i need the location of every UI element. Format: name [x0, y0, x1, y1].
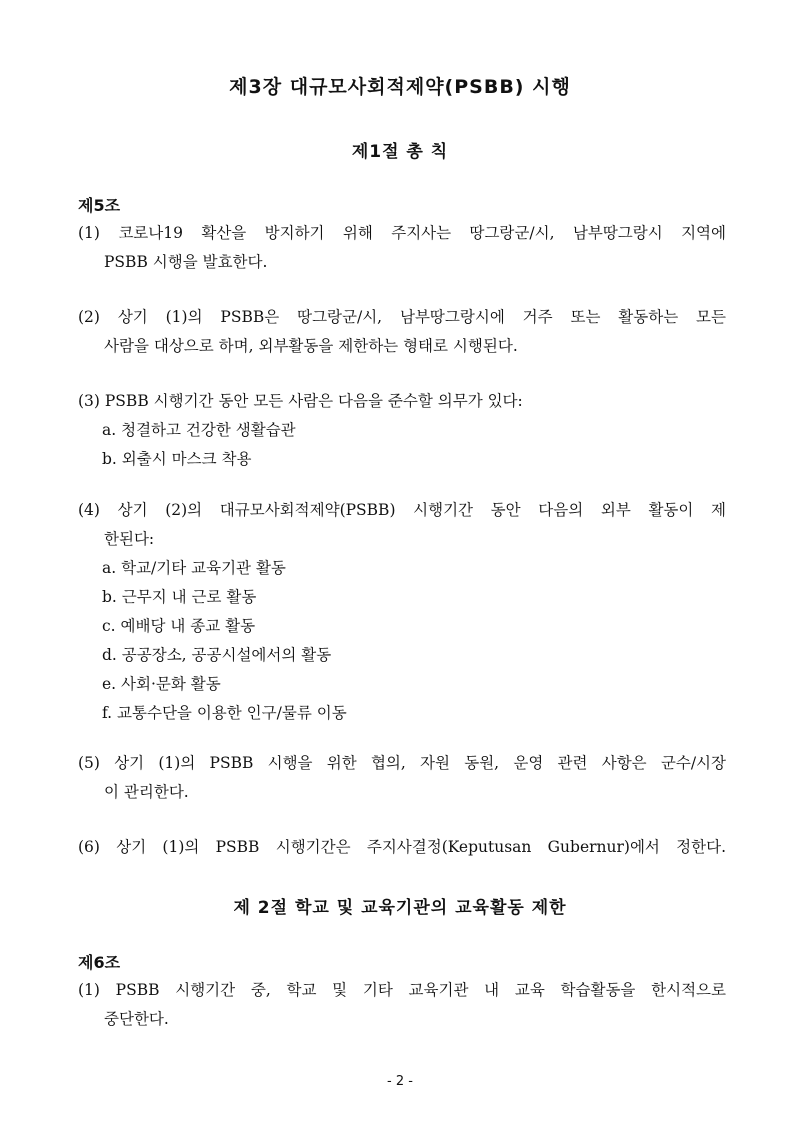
paragraph-line: (3) PSBB 시행기간 동안 모든 사람은 다음을 준수할 의무가 있다:	[78, 392, 523, 410]
article-heading: 제6조	[78, 953, 121, 972]
section-title: 제1절 총 칙	[351, 142, 449, 162]
paragraph-line: (6) 상기 (1)의 PSBB 시행기간은 주지사결정(Keputusan Gubernur)에서 정한다.	[78, 838, 726, 856]
paragraph-line: (2) 상기 (1)의 PSBB은 땅그랑군/시, 남부땅그랑시에 거주 또는 활동하는 모든	[78, 308, 726, 326]
list-item: e. 사회·문화 활동	[102, 675, 221, 693]
paragraph-line: PSBB 시행을 발효한다.	[104, 253, 268, 271]
paragraph-5-4	[78, 496, 726, 728]
paragraph-line: 이 관리한다.	[104, 783, 189, 801]
list-item: b. 외출시 마스크 착용	[102, 450, 252, 468]
paragraph-5-5	[78, 749, 726, 807]
list-item: a. 학교/기타 교육기관 활동	[102, 559, 286, 577]
paragraph-line: (5) 상기 (1)의 PSBB 시행을 위한 협의, 자원 동원, 운영 관련 사항은 군수/시장	[78, 754, 726, 772]
paragraph-5-1	[78, 219, 726, 277]
section-title: 제 2절 학교 및 교육기관의 교육활동 제한	[233, 898, 567, 918]
paragraph-line: (4) 상기 (2)의 대규모사회적제약(PSBB) 시행기간 동안 다음의 외부 활동이 제	[78, 501, 726, 519]
paragraph-line: 한된다:	[104, 530, 155, 548]
paragraph-5-6	[78, 833, 726, 862]
paragraph-line: (1) PSBB 시행기간 중, 학교 및 기타 교육기관 내 교육 학습활동을 한시적으로	[78, 981, 726, 999]
paragraph-5-2	[78, 303, 726, 361]
paragraph-line: 중단한다.	[104, 1010, 169, 1028]
list-item: f. 교통수단을 이용한 인구/물류 이동	[102, 704, 347, 722]
list-item: a. 청결하고 건강한 생활습관	[102, 421, 296, 439]
paragraph-line: 사람을 대상으로 하며, 외부활동을 제한하는 형태로 시행된다.	[104, 337, 518, 355]
list-item: b. 근무지 내 근로 활동	[102, 588, 257, 606]
chapter-title: 제3장 대규모사회적제약(PSBB) 시행	[229, 76, 571, 98]
paragraph-6-1	[78, 976, 726, 1034]
page-number: - 2 -	[387, 1074, 413, 1089]
article-heading: 제5조	[78, 196, 121, 215]
paragraph-line: (1) 코로나19 확산을 방지하기 위해 주지사는 땅그랑군/시, 남부땅그랑시 지역에	[78, 224, 726, 242]
list-item: d. 공공장소, 공공시설에서의 활동	[102, 646, 332, 664]
paragraph-5-3	[78, 387, 726, 474]
list-item: c. 예배당 내 종교 활동	[102, 617, 256, 635]
